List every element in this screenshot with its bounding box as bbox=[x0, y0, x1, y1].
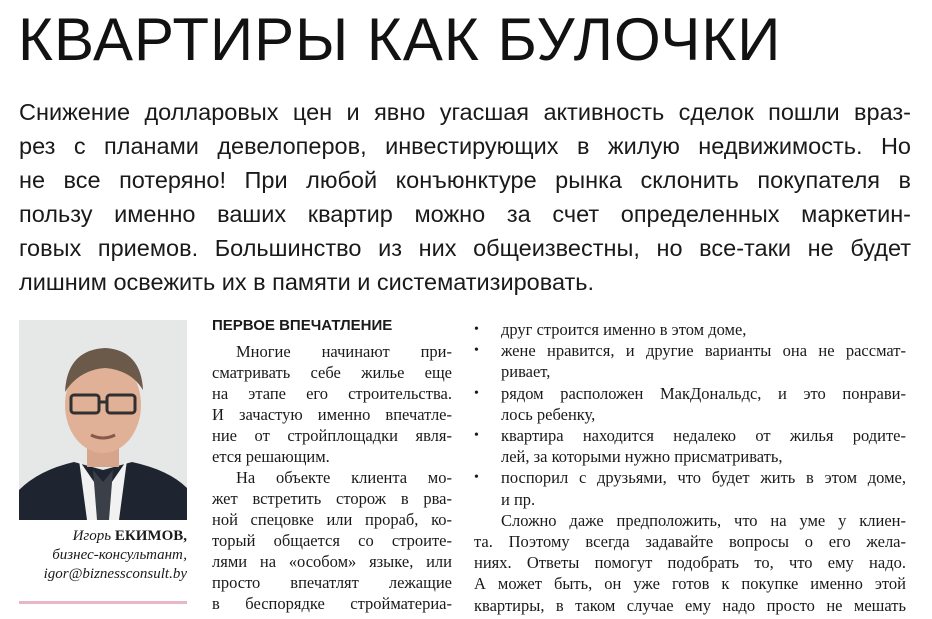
author-caption bbox=[19, 527, 187, 584]
body-line: На объекте клиента мо- bbox=[236, 468, 452, 487]
lead-line: пользу именно ваших квартир можно за счет определенных маркетин- bbox=[19, 201, 911, 227]
author-name bbox=[73, 528, 187, 544]
body-line: жет встретить сторож в рва- bbox=[212, 489, 452, 508]
bullet-item bbox=[474, 425, 906, 467]
bullet-item bbox=[474, 319, 906, 340]
body-line: ниях. Ответы помогут подобрать то, что ему надо. bbox=[474, 553, 906, 573]
bullet-glyph: • bbox=[474, 470, 479, 486]
author-last-name: ЕКИМОВ, bbox=[114, 528, 187, 544]
column-right bbox=[474, 319, 906, 616]
body-line: лями на «особом» языке, или bbox=[212, 552, 452, 571]
lead-line: не все потеряно! При любой конъюнктуре рынка склонить покупателя в bbox=[19, 167, 911, 193]
lead-line: рез с планами девелоперов, инвестирующих в жилую недвижимость. Но bbox=[19, 133, 911, 159]
body-line: торый общается со строите- bbox=[212, 531, 452, 550]
bullet-glyph: • bbox=[474, 322, 479, 337]
bullet-line: квартира находится недалеко от жилья родите- bbox=[501, 426, 906, 446]
article-title: КВАРТИРЫ КАК БУЛОЧКИ bbox=[18, 6, 782, 73]
bullet-item bbox=[474, 383, 906, 425]
lead-line: Снижение долларовых цен и явно угасшая активность сделок пошли враз- bbox=[19, 99, 911, 125]
lead-line: лишним освежить их в памяти и систематизировать. bbox=[19, 269, 595, 295]
author-email: igor@biznessconsult.by bbox=[43, 566, 187, 582]
body-line: И зачастую именно впечатле- bbox=[212, 405, 452, 424]
section-heading: ПЕРВОЕ ВПЕЧАТЛЕНИЕ bbox=[212, 317, 393, 334]
body-line: просто впечатлят лежащие bbox=[212, 573, 452, 592]
author-photo bbox=[19, 320, 187, 520]
body-line: сматривать себе жилье еще bbox=[212, 363, 452, 382]
bullet-line: и пр. bbox=[501, 489, 536, 509]
bullet-item bbox=[474, 467, 906, 509]
bullet-glyph: • bbox=[474, 343, 479, 359]
body-line: ной спецовке или прораб, ко- bbox=[212, 510, 452, 529]
body-line: ние от стройплощадки явля- bbox=[212, 426, 452, 445]
author-role: бизнес-консультант, bbox=[52, 547, 187, 563]
bullet-line: лей, за которыми нужно присматривать, bbox=[501, 447, 783, 467]
body-paragraph bbox=[474, 510, 906, 616]
body-line: на этапе его строительства. bbox=[212, 384, 452, 403]
body-line: А может быть, он уже готов к покупке именно этой bbox=[474, 574, 906, 594]
body-line: та. Поэтому всегда задавайте вопросы о его жела- bbox=[474, 532, 906, 552]
bullet-line: поспорил с друзьями, что будет жить в этом доме, bbox=[501, 468, 906, 488]
body-line: ется решающим. bbox=[212, 447, 330, 466]
author-first-name: Игорь bbox=[72, 528, 112, 544]
bullet-line: друг строится именно в этом доме, bbox=[501, 320, 747, 339]
column-middle bbox=[212, 313, 452, 614]
body-line: Сложно даже предположить, что на уме у клиен- bbox=[501, 510, 906, 530]
bullet-glyph: • bbox=[474, 385, 479, 401]
bullet-glyph: • bbox=[474, 428, 479, 444]
bullet-line: лось ребенку, bbox=[501, 404, 596, 424]
bullet-line: рядом расположен МакДональдс, и это понрави- bbox=[501, 383, 906, 403]
body-line: Многие начинают при- bbox=[236, 342, 452, 361]
lead-line: говых приемов. Большинство из них общеизвестны, но все-таки не будет bbox=[19, 235, 911, 261]
bullet-line: жене нравится, и другие варианты она не рассмат- bbox=[501, 341, 906, 361]
body-line: в беспорядке стройматериа- bbox=[212, 594, 452, 613]
bullet-line: ривает, bbox=[501, 362, 551, 382]
article-lead bbox=[19, 95, 911, 299]
bullet-item bbox=[474, 340, 906, 382]
body-line: квартиры, в таком случае ему надо просто не мешать bbox=[474, 595, 906, 615]
caption-divider bbox=[19, 601, 187, 604]
